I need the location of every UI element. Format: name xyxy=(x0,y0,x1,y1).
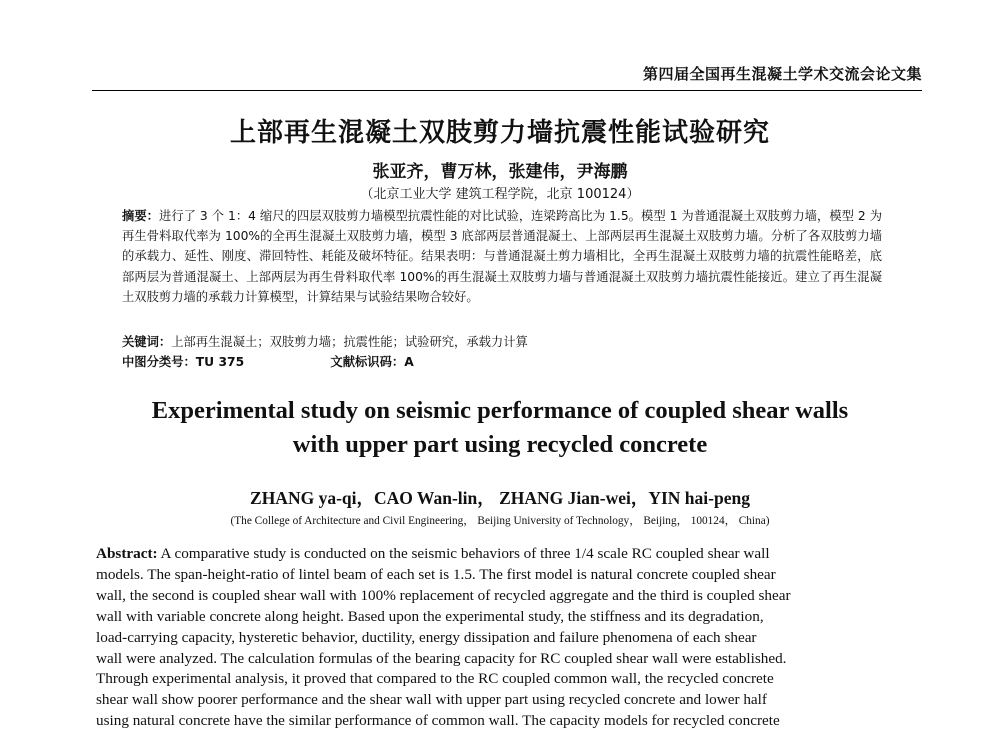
abstract-en-line: using natural concrete have the similar performance of common wall. The capacity models for recycled concrete xyxy=(96,712,780,730)
paper-title-zh: 上部再生混凝土双肢剪力墙抗震性能试验研究 xyxy=(229,118,770,148)
title-en-line-2: with upper part using recycled concrete xyxy=(292,431,708,458)
abstract-label-en: Abstract: xyxy=(96,545,158,562)
running-head: 第四届全国再生混凝土学术交流会论文集 xyxy=(642,65,922,83)
clc-label: 中图分类号： xyxy=(122,355,196,369)
affiliation-zh: （北京工业大学 建筑工程学院，北京 100124） xyxy=(360,187,640,202)
affiliation-en: (The College of Architecture and Civil Engineering， Beijing University of Technology， Beijing， 100124， China) xyxy=(230,515,770,527)
title-en-line-1: Experimental study on seismic performance of coupled shear walls xyxy=(151,397,849,424)
abstract-en-line: Through experimental analysis, it proved that compared to the RC coupled common wall, the recycled concrete xyxy=(96,670,774,688)
abstract-en-line: Abstract: A comparative study is conducted on the seismic behaviors of three 1/4 scale RC coupled shear wall xyxy=(96,545,770,562)
abstract-en-line: wall, the second is coupled shear wall with 100% replacement of recycled aggregate and the third is coupled shear xyxy=(96,586,791,604)
abstract-en-line: shear wall show poorer performance and the shear wall with upper part using recycled concrete and lower half xyxy=(96,691,767,709)
doc-code-value: A xyxy=(404,355,414,369)
paper-title-en xyxy=(40,394,960,462)
keywords-text-zh: 上部再生混凝土；双肢剪力墙；抗震性能；试验研究，承载力计算 xyxy=(171,335,528,349)
abstract-en-line: models. The span-height-ratio of lintel beam of each set is 1.5. The first model is natural concrete coupled shear xyxy=(96,565,776,583)
abstract-text-zh: 进行了 3 个 1：4 缩尺的四层双肢剪力墙模型抗震性能的对比试验，连梁跨高比为 1.5。模型 1 为普通混凝土双肢剪力墙，模型 2 为再生骨料取代率为 100%的全再生混凝土双肢剪力墙，模型 3 底部两层普通混凝土、上部两层再生混凝土双肢剪力墙。分析了各双肢剪力墙的承载力、延性、刚度、滞回特性、耗能及破坏特征。结果表明：与普通混凝土剪力墙相比，全再生混凝土双肢剪力墙的抗震性能略差，底部两层为普通混凝土、上部两层为再生骨料取代率 100%的再生混凝土双肢剪力墙与普通混凝土双肢剪力墙抗震性能接近。建立了再生混凝土双肢剪力墙的承载力计算模型，计算结果与试验结果吻合较好。 xyxy=(122,209,882,304)
abstract-zh xyxy=(122,206,882,307)
keywords-zh xyxy=(122,332,882,352)
keywords-label-zh: 关键词： xyxy=(122,335,172,349)
classification-zh xyxy=(122,352,414,372)
abstract-en-line: wall were analyzed. The calculation formulas of the bearing capacity for RC coupled shear wall were established. xyxy=(96,649,787,667)
abstract-en-line: load-carrying capacity, hysteretic behavior, ductility, energy dissipation and failure phenomena of each shear xyxy=(96,628,757,646)
doc-code-label: 文献标识码： xyxy=(330,355,405,369)
authors-zh: 张亚齐，曹万林，张建伟，尹海鹏 xyxy=(372,162,628,182)
header-rule xyxy=(92,90,922,91)
clc-value: TU 375 xyxy=(195,355,245,369)
authors-en: ZHANG ya-qi，CAO Wan-lin， ZHANG Jian-wei，YIN hai-peng xyxy=(250,488,750,508)
abstract-label-zh: 摘要： xyxy=(122,209,159,223)
abstract-en-line: wall with variable concrete along height. Based upon the experimental study, the stiffness and its degradation, xyxy=(96,607,764,625)
abstract-en xyxy=(96,544,916,732)
